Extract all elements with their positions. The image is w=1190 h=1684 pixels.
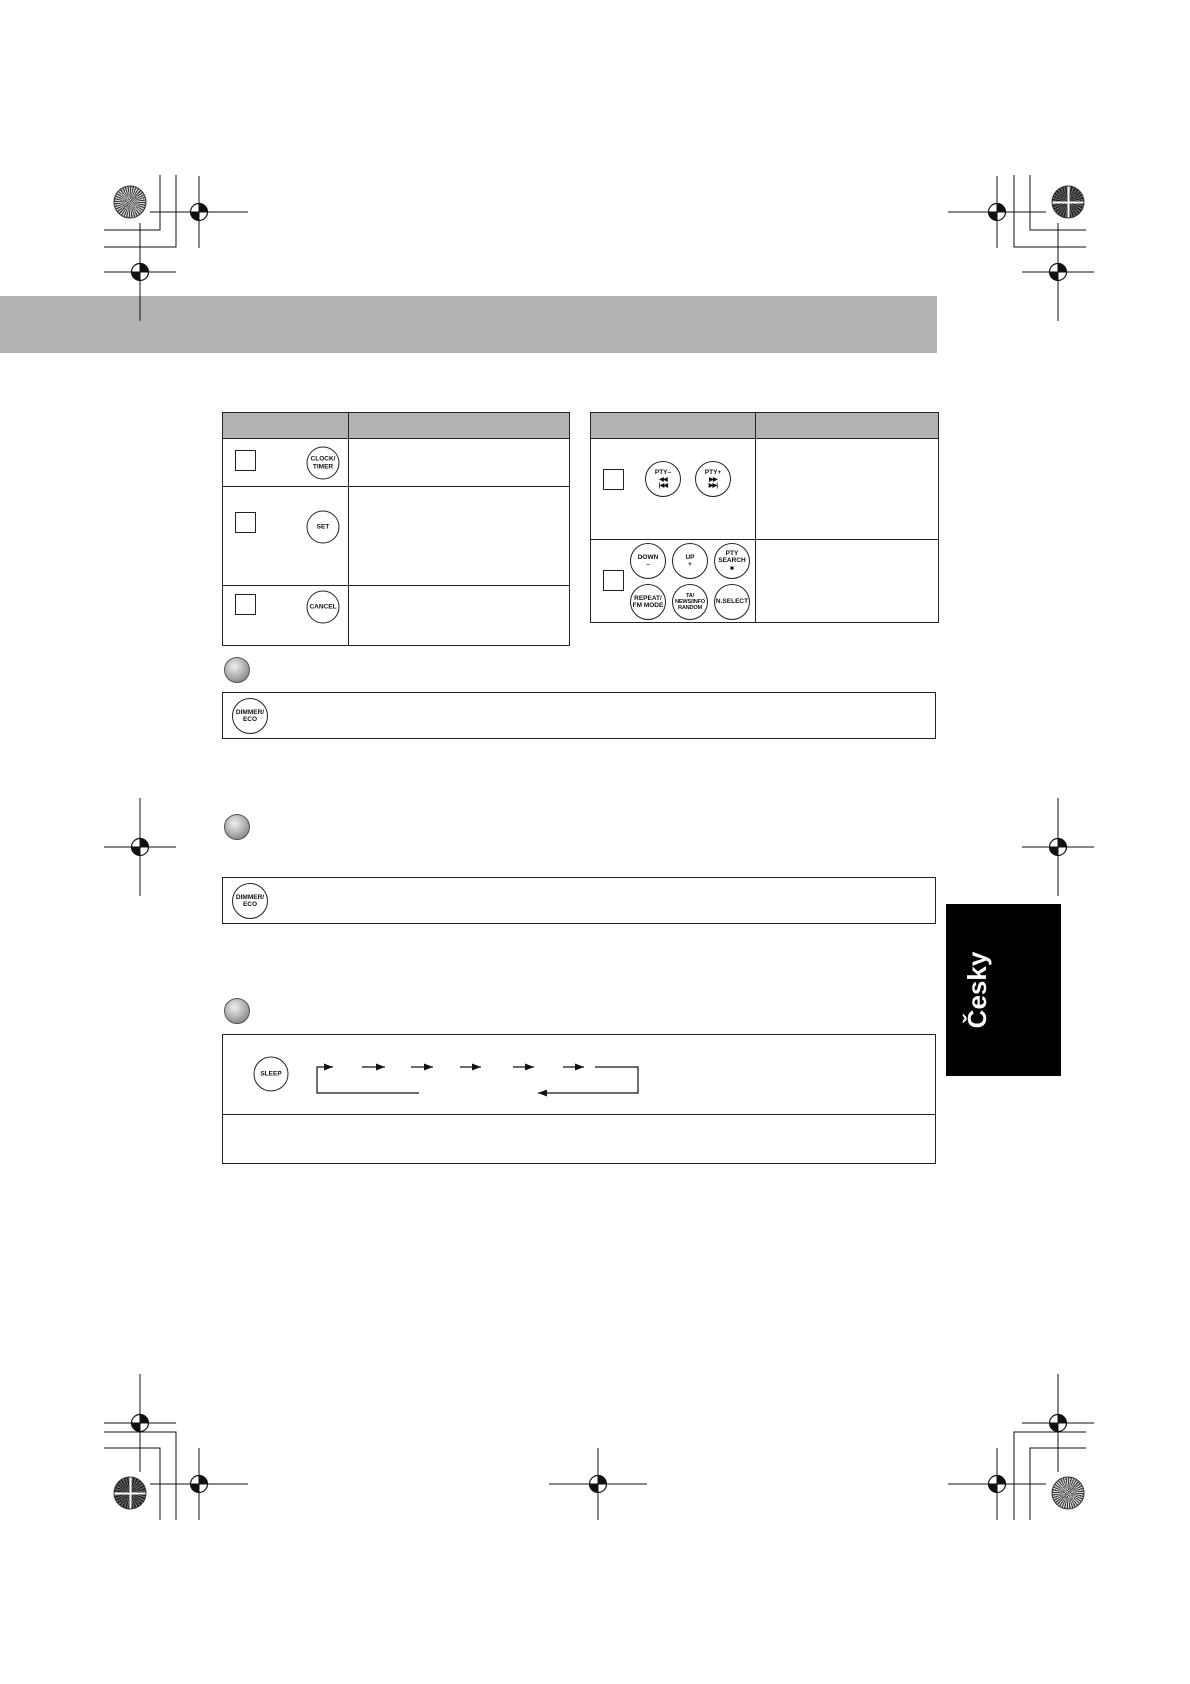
button-label: SLEEP	[260, 1070, 282, 1078]
crosshair-ring	[1050, 1415, 1067, 1432]
pty-minus-skip-back-button-icon	[645, 461, 681, 497]
step-number-box	[603, 469, 624, 490]
plus-icon: +	[688, 561, 692, 568]
control-table-right	[590, 412, 939, 623]
crosshair-ring	[191, 1476, 208, 1493]
step-number-box	[235, 512, 256, 533]
crosshair-quadrant	[140, 1415, 149, 1424]
down-button-icon	[630, 543, 666, 579]
crosshair-quadrant	[989, 212, 998, 221]
button-label: ECO	[242, 716, 258, 723]
table-header-row	[223, 413, 569, 439]
button-label: CLOCK/	[310, 455, 336, 463]
crosshair-quadrant	[140, 839, 149, 848]
crosshair-quadrant	[132, 272, 141, 281]
table-header-row	[591, 413, 938, 439]
crosshair-ring	[590, 1476, 607, 1493]
crosshair-ring	[1050, 264, 1067, 281]
crosshair-quadrant	[1058, 264, 1067, 273]
crosshair-quadrant	[1058, 839, 1067, 848]
button-label: REPEAT/	[634, 594, 662, 602]
fast-forward-icon: ▶▶	[709, 476, 717, 483]
crosshair-ring	[132, 264, 149, 281]
section-bullet-icon	[224, 657, 250, 683]
language-tab	[946, 904, 1061, 1076]
crosshair-quadrant	[1050, 847, 1059, 856]
crosshair-mark-icon	[948, 1448, 1046, 1520]
registration-target-icon	[1052, 186, 1085, 219]
minus-icon: –	[646, 561, 650, 568]
button-label: DIMMER/	[235, 893, 265, 901]
crosshair-quadrant	[590, 1484, 599, 1493]
crosshair-ring	[132, 839, 149, 856]
set-button-icon	[307, 511, 340, 544]
registration-target-icon	[114, 1477, 147, 1510]
sleep-timer-box	[222, 1034, 936, 1164]
row-divider	[223, 585, 569, 586]
button-label: PTY–	[654, 469, 672, 477]
row-divider	[223, 486, 569, 487]
crosshair-mark-icon	[549, 1448, 647, 1520]
button-label: N.SELECT	[715, 598, 749, 606]
crosshair-marks	[104, 176, 1094, 1520]
dimmer-eco-button-icon	[232, 698, 268, 734]
stop-icon: ■	[730, 564, 734, 572]
dimmer-eco-button-icon	[232, 883, 268, 919]
row-divider	[591, 539, 938, 540]
crosshair-quadrant	[191, 1484, 200, 1493]
crosshair-quadrant	[598, 1476, 607, 1485]
crosshair-quadrant	[191, 212, 200, 221]
n-select-button-icon	[714, 584, 750, 620]
sleep-button-icon	[254, 1057, 289, 1092]
pty-plus-skip-forward-button-icon	[695, 461, 731, 497]
button-label: FM MODE	[632, 602, 664, 609]
crosshair-ring	[132, 1415, 149, 1432]
column-divider	[348, 413, 349, 645]
step-number-box	[235, 594, 256, 615]
repeat-fm-mode-button-icon	[630, 584, 666, 620]
registration-target-icon	[1052, 1477, 1085, 1510]
pty-search-stop-button-icon	[714, 543, 750, 579]
crosshair-quadrant	[989, 1484, 998, 1493]
section-bullet-icon	[224, 814, 250, 840]
button-label: TIMER	[312, 463, 334, 470]
button-label: DOWN	[637, 553, 659, 561]
crosshair-mark-icon	[948, 176, 1046, 248]
ta-news-info-random-button-icon	[672, 584, 708, 620]
button-label: UP	[685, 553, 695, 561]
button-label: SET	[316, 523, 330, 531]
up-button-icon	[672, 543, 708, 579]
button-label: ECO	[242, 901, 258, 908]
skip-back-icon: |◀◀	[658, 482, 668, 489]
crosshair-quadrant	[997, 204, 1006, 213]
column-divider	[755, 413, 756, 622]
dimmer-eco-box	[222, 692, 936, 739]
crosshair-ring	[989, 1476, 1006, 1493]
crosshair-mark-icon	[150, 1448, 248, 1520]
dimmer-eco-box	[222, 877, 936, 924]
cancel-button-icon	[307, 591, 340, 624]
button-label: SEARCH	[718, 557, 746, 565]
skip-forward-icon: ▶▶|	[708, 482, 718, 489]
rewind-icon: ◀◀	[659, 476, 667, 483]
step-number-box	[235, 450, 256, 471]
crosshair-quadrant	[1050, 272, 1059, 281]
section-bullet-icon	[224, 998, 250, 1024]
button-label: PTY	[725, 550, 739, 558]
button-label: DIMMER/	[235, 708, 265, 716]
crop-mark	[104, 1432, 176, 1520]
crosshair-mark-icon	[150, 176, 248, 248]
crosshair-ring	[989, 204, 1006, 221]
button-label: RANDOM	[678, 605, 702, 612]
crosshair-quadrant	[132, 847, 141, 856]
registration-target-icon	[114, 186, 147, 219]
box-divider	[223, 1114, 935, 1115]
step-number-box	[603, 570, 624, 591]
crosshair-ring	[191, 204, 208, 221]
button-label: NEWS/INFO	[675, 598, 705, 605]
crosshair-quadrant	[199, 1476, 208, 1485]
crosshair-mark-icon	[1022, 223, 1094, 321]
crosshair-quadrant	[199, 204, 208, 213]
crosshair-quadrant	[1058, 1415, 1067, 1424]
section-header-bar	[0, 296, 937, 353]
crosshair-quadrant	[997, 1476, 1006, 1485]
crosshair-ring	[1050, 839, 1067, 856]
crosshair-quadrant	[132, 1423, 141, 1432]
button-label: PTY+	[704, 469, 722, 477]
control-table-left	[222, 412, 570, 646]
language-tab-label: Česky	[962, 951, 992, 1029]
crosshair-mark-icon	[1022, 1374, 1094, 1472]
crosshair-mark-icon	[104, 798, 176, 896]
crosshair-mark-icon	[1022, 798, 1094, 896]
clock-timer-button-icon	[307, 447, 340, 480]
crosshair-quadrant	[1050, 1423, 1059, 1432]
button-label: TA/	[686, 592, 694, 599]
button-label: CANCEL	[309, 603, 337, 611]
crosshair-mark-icon	[104, 1374, 176, 1472]
crosshair-quadrant	[140, 264, 149, 273]
